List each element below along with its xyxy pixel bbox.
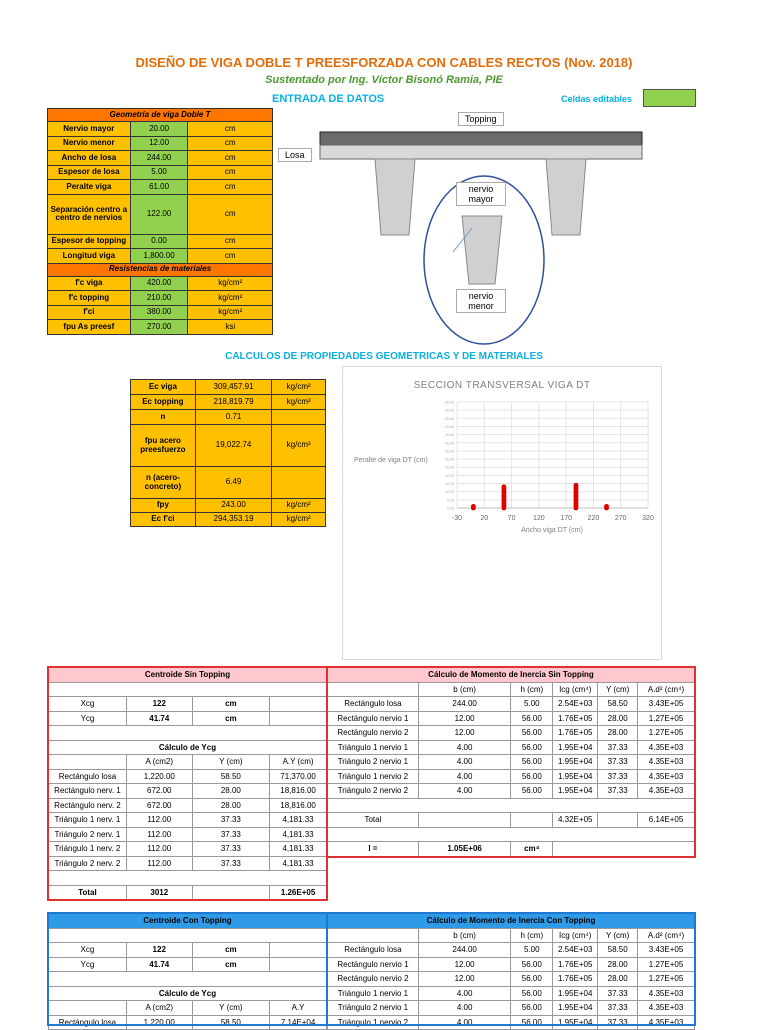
table-row: Triángulo 2 nerv. 2 112.00 37.33 4,181.33 [49, 856, 327, 871]
label-topping: Topping [458, 112, 504, 126]
label-nervio-menor: nervio menor [456, 289, 506, 313]
input-cell[interactable]: 61.00 [130, 180, 188, 195]
chart-x-tick-label: 270 [614, 515, 627, 522]
column-header: h (cm) [511, 682, 553, 697]
properties-table [130, 379, 326, 527]
xcg-unit: cm [192, 697, 270, 712]
table-row: Rectángulo nervio 1 12.00 56.00 1.76E+05 28.00 1.27E+05 [328, 957, 695, 972]
materials-heading: Resistencias de materiales [48, 263, 273, 276]
chart-x-tick-label: 20 [480, 515, 489, 522]
table-row: Triángulo 2 nerv. 1 112.00 37.33 4,181.33 [49, 827, 327, 842]
table-title: Cálculo de Momento de Inercia Con Topping [328, 914, 695, 929]
column-header: Icg (cm⁴) [553, 928, 598, 943]
input-cell[interactable]: 420.00 [130, 276, 188, 291]
table-row: Rectángulo losa 244.00 5.00 2.54E+03 58.50 3.43E+05 [328, 943, 695, 958]
chart-x-tick-label: 320 [642, 515, 654, 522]
input-cell[interactable]: 0.00 [130, 234, 188, 249]
table-row: Rectángulo nervio 2 12.00 56.00 1.76E+05 28.00 1.27E+05 [328, 972, 695, 987]
table-row: Rectángulo losa 1,220.00 58.50 71,370.00 [49, 769, 327, 784]
input-cell[interactable]: 380.00 [130, 305, 188, 320]
prop-unit [272, 410, 326, 425]
unit-cell: cm [188, 151, 273, 166]
table-title: Centroide Con Topping [49, 914, 327, 929]
table-row: Rectángulo losa 244.00 5.00 2.54E+03 58.50 3.43E+05 [328, 697, 695, 712]
table-row: Triángulo 2 nervio 2 4.00 56.00 1.95E+04 37.33 4.35E+03 [328, 784, 695, 799]
table-row: Rectángulo nervio 1 12.00 56.00 1.76E+05 28.00 1.27E+05 [328, 711, 695, 726]
prop-value: 309,457.91 [195, 380, 272, 395]
chart-y-tick-label: 60.00 [445, 408, 454, 413]
input-label: Separación centro a centro de nervios [48, 194, 131, 234]
prop-value: 0.71 [195, 410, 272, 425]
input-cell[interactable]: 122.00 [130, 194, 188, 234]
table-row: Triángulo 1 nerv. 1 112.00 37.33 4,181.33 [49, 813, 327, 828]
input-label: Espesor de topping [48, 234, 131, 249]
rib-left [375, 159, 415, 235]
chart-y-tick-label: 5.00 [447, 498, 454, 503]
column-header: A.d² (cm⁴) [638, 928, 695, 943]
rib-right [546, 159, 586, 235]
input-cell[interactable]: 12.00 [130, 136, 188, 151]
column-header: A (cm2) [126, 1001, 192, 1016]
table-row: Triángulo 2 nervio 1 4.00 56.00 1.95E+04 37.33 4.35E+03 [328, 1001, 695, 1016]
unit-cell: cm [188, 249, 273, 264]
inertia-sin-topping-table [327, 667, 695, 857]
input-cell[interactable]: 244.00 [130, 151, 188, 166]
ycg-label: Ycg [49, 957, 127, 972]
input-cell[interactable]: 270.00 [130, 320, 188, 335]
total-row: Total 3012 1.26E+05 [49, 885, 327, 900]
unit-cell: kg/cm² [188, 305, 273, 320]
editable-legend-label: Celdas editables [561, 94, 633, 104]
chart-y-tick-label: 0.00 [447, 506, 454, 511]
chart-y-tick-label: 20.00 [445, 473, 454, 478]
chart-x-axis-label: Ancho viga DT (cm) [521, 527, 583, 534]
prop-unit: kg/cm² [272, 499, 326, 513]
unit-cell: cm [188, 234, 273, 249]
chart-y-tick-label: 50.00 [445, 424, 454, 429]
column-header: A.Y [270, 1001, 327, 1016]
input-label: f'c topping [48, 291, 131, 306]
chart-y-tick-label: 40.00 [445, 441, 454, 446]
inertia-con-topping-table [327, 913, 695, 1030]
rib-detail [462, 216, 502, 284]
chart-y-tick-label: 15.00 [445, 482, 454, 487]
chart-y-tick-label: 35.00 [445, 449, 454, 454]
label-losa: Losa [278, 148, 312, 162]
xcg-value: 122 [126, 943, 192, 958]
unit-cell: kg/cm² [188, 276, 273, 291]
chart-points [471, 483, 609, 511]
chart-x-tick-label: 170 [560, 515, 572, 522]
prop-unit: kg/cm² [272, 380, 326, 395]
input-label: f'ci [48, 305, 131, 320]
column-header: A.Y (cm) [270, 755, 327, 770]
table-title: Cálculo de Momento de Inercia Sin Topping [328, 668, 695, 683]
section-heading-entrada: ENTRADA DE DATOS [272, 93, 385, 105]
inertia-result-row: I = 1.05E+06 cm⁴ [328, 842, 695, 857]
input-cell[interactable]: 1,800.00 [130, 249, 188, 264]
table-row: Triángulo 2 nervio 1 4.00 56.00 1.95E+04 37.33 4.35E+03 [328, 755, 695, 770]
chart-point [502, 484, 507, 489]
unit-cell: cm [188, 194, 273, 234]
input-cell[interactable]: 5.00 [130, 165, 188, 180]
prop-label: fpu acero preesfuerzo [131, 425, 196, 467]
section-heading-calculos: CALCULOS DE PROPIEDADES GEOMETRICAS Y DE MATERIALES [225, 351, 543, 362]
prop-value: 243.00 [195, 499, 272, 513]
table-row: Triángulo 1 nerv. 2 112.00 37.33 4,181.33 [49, 842, 327, 857]
input-label: Nervio menor [48, 136, 131, 151]
chart-grid [457, 402, 648, 508]
unit-cell: ksi [188, 320, 273, 335]
unit-cell: cm [188, 180, 273, 195]
chart-y-axis-label: Peralte de viga DT (cm) [354, 457, 428, 464]
prop-label: n [131, 410, 196, 425]
table-title: Centroide Sin Topping [49, 668, 327, 683]
unit-cell: cm [188, 136, 273, 151]
input-label: Espesor de losa [48, 165, 131, 180]
column-header: Y (cm) [192, 1001, 270, 1016]
total-row: Total 4.32E+05 6.14E+05 [328, 813, 695, 828]
chart-y-tick-label: 55.00 [445, 416, 454, 421]
page-subtitle: Sustentado por Ing. Víctor Bisonó Ramia, PIE [265, 74, 503, 86]
input-label: fpu As preesf [48, 320, 131, 335]
unit-cell: cm [188, 122, 273, 137]
centroid-con-topping-table [48, 913, 327, 1030]
xcg-label: Xcg [49, 697, 127, 712]
prop-label: n (acero-concreto) [131, 467, 196, 499]
column-header: h (cm) [511, 928, 553, 943]
chart-point [604, 504, 609, 509]
column-header: A.d² (cm⁴) [638, 682, 695, 697]
slab-layer [320, 145, 642, 159]
chart-title: SECCION TRANSVERSAL VIGA DT [413, 380, 591, 391]
ycg-unit: cm [192, 957, 270, 972]
chart-y-tick-label: 65.00 [445, 400, 454, 405]
geometry-input-table [47, 108, 273, 335]
column-header: Icg (cm⁴) [553, 682, 598, 697]
prop-value: 6.49 [195, 467, 272, 499]
cross-section-chart [342, 366, 662, 660]
label-nervio-mayor: nervio mayor [456, 182, 506, 206]
column-header: b (cm) [418, 928, 510, 943]
prop-label: Ec viga [131, 380, 196, 395]
xcg-value: 122 [126, 697, 192, 712]
prop-unit: kg/cm² [272, 395, 326, 410]
prop-unit: kg/cm² [272, 513, 326, 527]
prop-label: fpy [131, 499, 196, 513]
table-row: Triángulo 1 nervio 2 4.00 56.00 1.95E+04 37.33 4.35E+03 [328, 769, 695, 784]
prop-label: Ec topping [131, 395, 196, 410]
chart-point [471, 504, 476, 509]
column-header: Y (cm) [192, 755, 270, 770]
geometry-heading: Geometría de viga Doble T [48, 109, 273, 122]
column-header: Y (cm) [598, 928, 638, 943]
xcg-unit: cm [192, 943, 270, 958]
chart-y-tick-label: 45.00 [445, 433, 454, 438]
unit-cell: cm [188, 165, 273, 180]
input-label: f'c viga [48, 276, 131, 291]
ycg-unit: cm [192, 711, 270, 726]
column-header: b (cm) [418, 682, 511, 697]
chart-y-tick-label: 30.00 [445, 457, 454, 462]
column-header: Y (cm) [598, 682, 638, 697]
prop-value: 218,819.79 [195, 395, 272, 410]
table-row: Triángulo 1 nervio 1 4.00 56.00 1.95E+04 37.33 4.35E+03 [328, 740, 695, 755]
table-row: Rectángulo nervio 2 12.00 56.00 1.76E+05 28.00 1.27E+05 [328, 726, 695, 741]
calc-ycg-heading: Cálculo de Ycg [49, 986, 327, 1001]
input-label: Longitud viga [48, 249, 131, 264]
table-row: Rectángulo nerv. 2 672.00 28.00 18,816.00 [49, 798, 327, 813]
centroid-sin-topping-table [48, 667, 327, 900]
calc-ycg-heading: Cálculo de Ycg [49, 740, 327, 755]
xcg-label: Xcg [49, 943, 127, 958]
input-cell[interactable]: 20.00 [130, 122, 188, 137]
ycg-value: 41.74 [126, 957, 192, 972]
editable-legend-swatch [643, 89, 696, 107]
page-title: DISEÑO DE VIGA DOBLE T PREESFORZADA CON CABLES RECTOS (Nov. 2018) [135, 55, 633, 70]
prop-unit [272, 467, 326, 499]
input-label: Ancho de losa [48, 151, 131, 166]
table-row: Triángulo 1 nervio 1 4.00 56.00 1.95E+04 37.33 4.35E+03 [328, 986, 695, 1001]
chart-y-tick-label: 10.00 [445, 490, 454, 495]
unit-cell: kg/cm² [188, 291, 273, 306]
chart-point [574, 483, 579, 488]
ycg-value: 41.74 [126, 711, 192, 726]
prop-value: 294,353.19 [195, 513, 272, 527]
table-row: Rectángulo losa 1,220.00 58.50 7.14E+04 [49, 1015, 327, 1030]
input-cell[interactable]: 210.00 [130, 291, 188, 306]
chart-x-tick-label: 120 [533, 515, 545, 522]
chart-x-tick-label: 220 [587, 515, 600, 522]
table-row: Triángulo 1 nervio 2 4.00 56.00 1.95E+04 37.33 4.35E+03 [328, 1015, 695, 1030]
ycg-label: Ycg [49, 711, 127, 726]
topping-layer [320, 132, 642, 145]
chart-x-tick-label: 70 [507, 515, 516, 522]
chart-x-tick-label: -30 [451, 515, 463, 522]
input-label: Nervio mayor [48, 122, 131, 137]
prop-unit: kg/cm² [272, 425, 326, 467]
column-header: A (cm2) [126, 755, 192, 770]
prop-value: 19,022.74 [195, 425, 272, 467]
table-row: Rectángulo nerv. 1 672.00 28.00 18,816.00 [49, 784, 327, 799]
prop-label: Ec f'ci [131, 513, 196, 527]
chart-y-tick-label: 25.00 [445, 465, 454, 470]
input-label: Peralte viga [48, 180, 131, 195]
